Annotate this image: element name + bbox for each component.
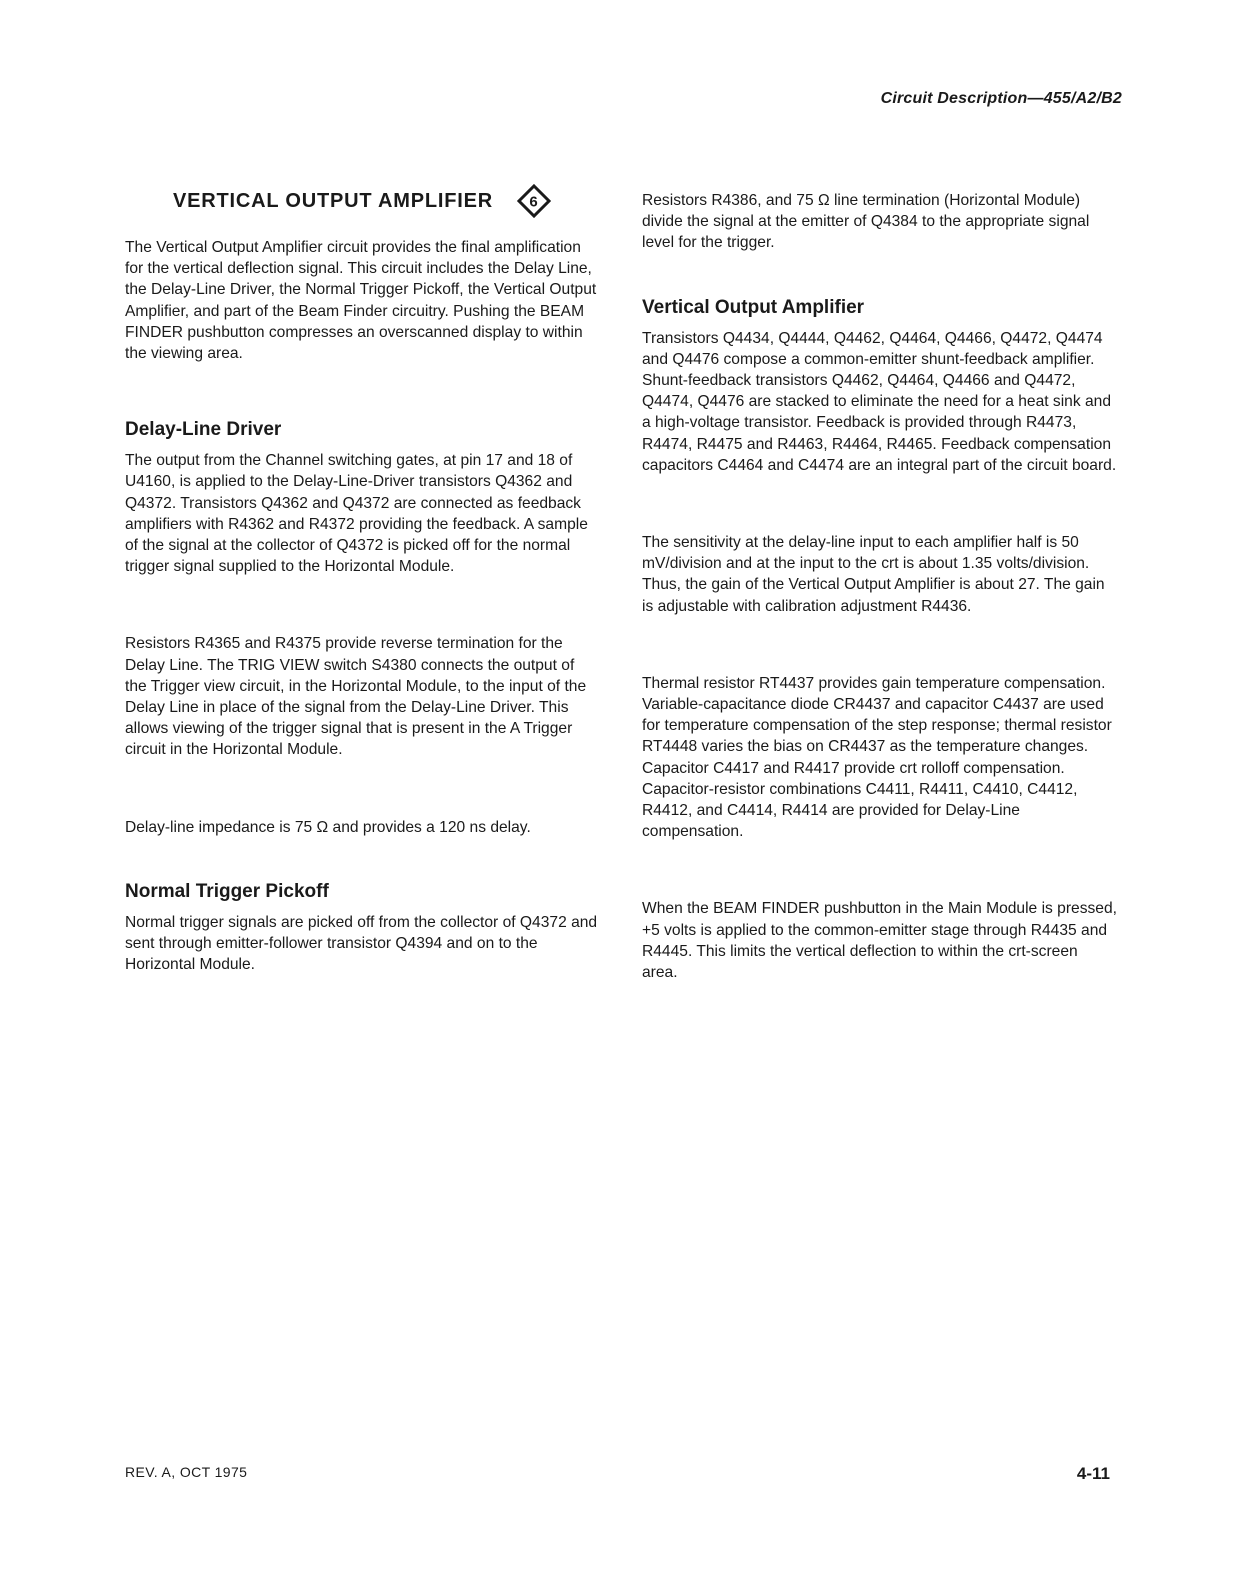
vertical-output-paragraph-4: When the BEAM FINDER pushbutton in the Main Module is pressed, +5 volts is applied to the common-emitter stage through R4435 and R4445. This limits the vertical deflection to within the crt-screen area. xyxy=(642,900,1117,982)
vertical-output-amplifier-heading: Vertical Output Amplifier xyxy=(642,296,865,318)
delay-line-driver-paragraph-3: Delay-line impedance is 75 Ω and provides a 120 ns delay. xyxy=(125,818,531,836)
continued-paragraph: Resistors R4386, and 75 Ω line termination (Horizontal Module) divide the signal at the emitter of Q4384 to the appropriate signal level for the trigger. xyxy=(642,192,1090,252)
intro-paragraph: The Vertical Output Amplifier circuit provides the final amplification for the vertical deflection signal. This circuit includes the Delay Line, the Delay-Line Driver, the Normal Trigger Pickoff, the Vertical Output Amplifier, and part of the Beam Finder circuitry. Pushing the BEAM FINDER pushbutton compresses an overscanned display to within the viewing area. xyxy=(125,239,597,363)
section-badge-number: 6 xyxy=(529,193,539,211)
delay-line-driver-heading: Delay-Line Driver xyxy=(125,419,282,441)
delay-line-driver-paragraph-1: The output from the Channel switching gates, at pin 17 and 18 of U4160, is applied to the Delay-Line-Driver transistors Q4362 and Q4372. Transistors Q4362 and Q4372 are connected as feedback amplifiers with R4362 and R4372 providing the feedback. A sample of the signal at the collector of Q4372 is picked off for the normal trigger signal supplied to the Horizontal Module. xyxy=(125,452,588,576)
vertical-output-paragraph-1: Transistors Q4434, Q4444, Q4462, Q4464, Q4466, Q4472, Q4474 and Q4476 compose a common-emitter shunt-feedback amplifier. Shunt-feedback transistors Q4462, Q4464, Q4466 and Q4472, Q4474, Q4476 are stacked to eliminate the need for a heat sink and a high-voltage transistor. Feedback is provided through R4473, R4474, R4475 and R4463, R4464, R4465. Feedback compensation capacitors C4464 and C4474 are an integral part of the circuit board. xyxy=(642,329,1117,474)
normal-trigger-pickoff-paragraph: Normal trigger signals are picked off from the collector of Q4372 and sent through emitter-follower transistor Q4394 and on to the Horizontal Module. xyxy=(125,913,598,974)
vertical-output-paragraph-3: Thermal resistor RT4437 provides gain temperature compensation. Variable-capacitance diode CR4437 and capacitor C4437 are used for temperature compensation of the step response; thermal resistor RT4448 varies the bias on CR4437 as the temperature changes. Capacitor C4417 and R4417 provide crt rolloff compensation. Capacitor-resistor combinations C4411, R4411, C4410, C4412, R4412, and C4414, R4414 are provided for Delay-Line compensation. xyxy=(642,674,1112,841)
diagram-number-diamond-icon xyxy=(517,184,551,218)
left-column xyxy=(125,186,600,975)
normal-trigger-pickoff-heading: Normal Trigger Pickoff xyxy=(125,880,329,902)
section-title: VERTICAL OUTPUT AMPLIFIER xyxy=(173,189,493,212)
revision-footer: REV. A, OCT 1975 xyxy=(125,1464,248,1480)
section-title-row xyxy=(125,186,600,216)
delay-line-driver-paragraph-2: Resistors R4365 and R4375 provide reverse termination for the Delay Line. The TRIG VIEW switch S4380 connects the output of the Trigger view circuit, in the Horizontal Module, to the input of the Delay Line in place of the signal from the Delay-Line Driver. This allows viewing of the trigger signal that is present in the A Trigger circuit in the Horizontal Module. xyxy=(125,635,587,759)
vertical-output-paragraph-2: The sensitivity at the delay-line input to each amplifier half is 50 mV/division and at the input to the crt is about 1.35 volts/division. Thus, the gain of the Vertical Output Amplifier is about 27. The gain is adjustable with calibration adjustment R4436. xyxy=(642,534,1105,615)
running-header: Circuit Description—455/A2/B2 xyxy=(880,90,1122,107)
page-number: 4-11 xyxy=(1076,1464,1110,1483)
right-column xyxy=(642,186,1117,983)
